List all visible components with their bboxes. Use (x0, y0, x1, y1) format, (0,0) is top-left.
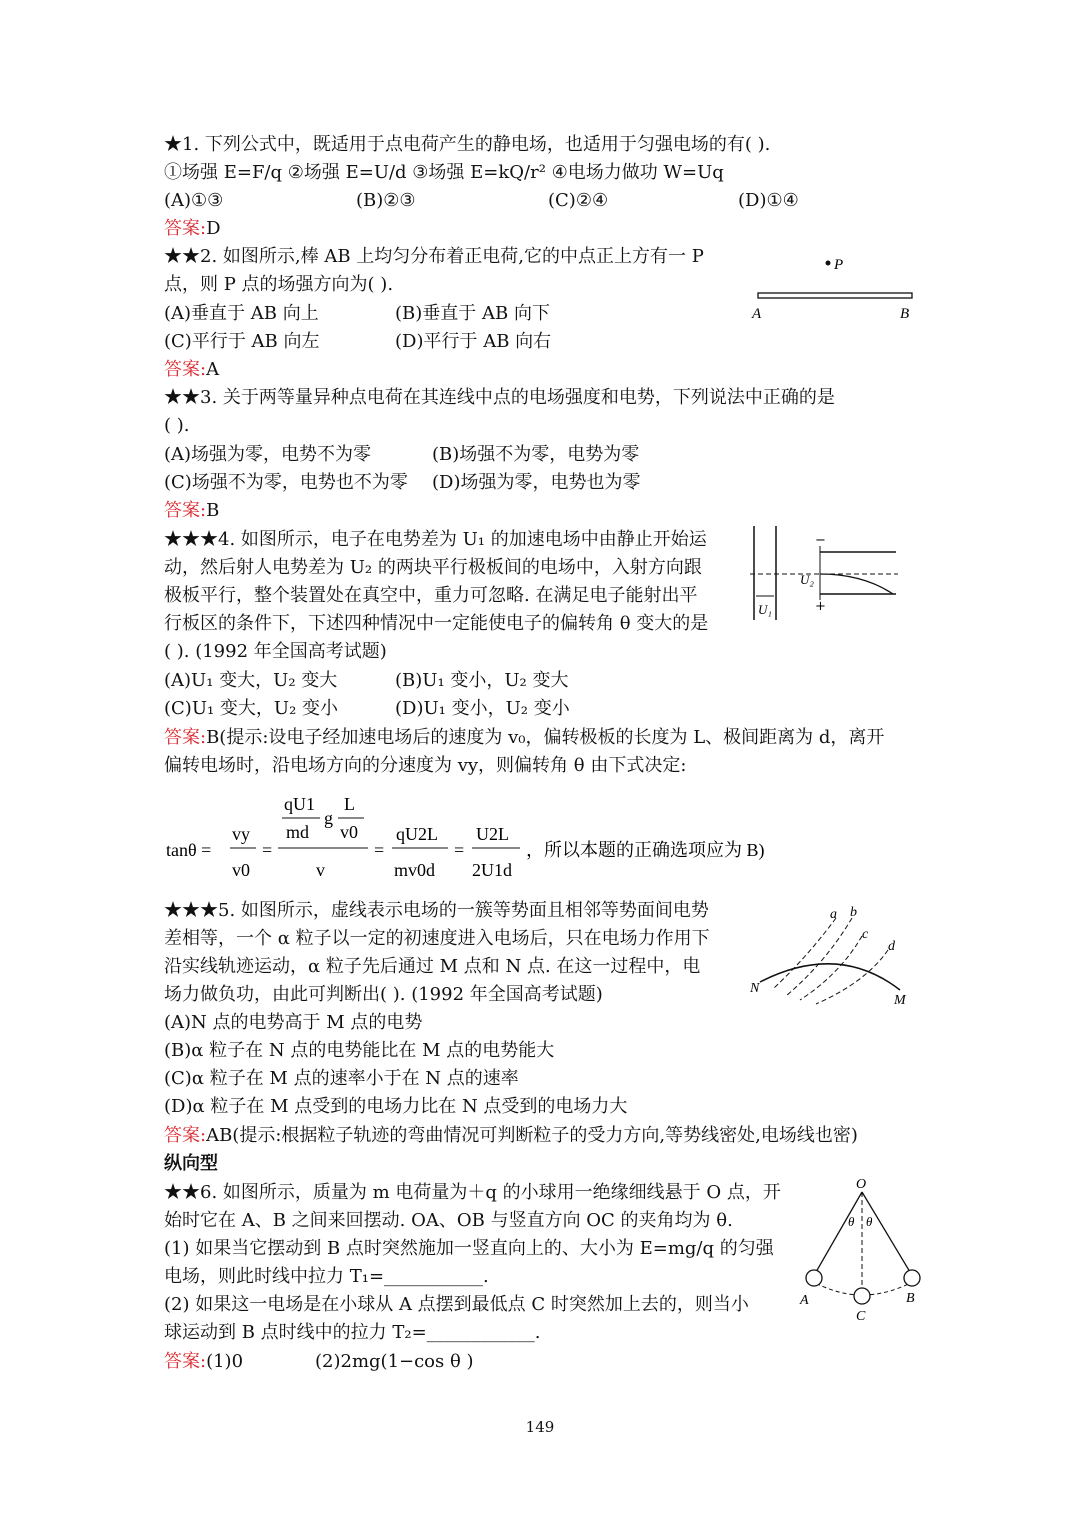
q2-answer (164, 358, 219, 382)
q2-stem-line2: 点，则 P 点的场强方向为( ). (164, 274, 394, 295)
answer-label: 答案: (164, 359, 207, 380)
q4-option-c: (C)U₁ 变大，U₂ 变小 (164, 698, 339, 719)
rod-ab-figure (748, 248, 918, 328)
electron-trajectory (820, 574, 893, 594)
q4-stem-line4: 行板区的条件下，下述四种情况中一定能使电子的偏转角 θ 变大的是 (164, 613, 709, 634)
eq-2: = (374, 840, 385, 860)
q3-option-d: (D)场强为零，电势也为零 (432, 472, 641, 493)
answer-label: 答案: (164, 218, 207, 239)
label-p: P (834, 257, 844, 273)
label-a: A (752, 306, 762, 322)
q3-option-c: (C)场强不为零，电势也不为零 (164, 472, 408, 493)
q1-stem: ★1. 下列公式中，既适用于点电荷产生的静电场，也适用于匀强电场的有( ). (164, 134, 771, 155)
q6-stem-line5: (2) 如果这一电场是在小球从 A 点摆到最低点 C 时突然加上去的，则当小 (164, 1294, 749, 1315)
label-b: B (906, 1291, 915, 1306)
q4-stem-line2: 动，然后射人电势差为 U₂ 的两块平行极板间的电场中，入射方向跟 (164, 557, 702, 578)
q3-answer (164, 499, 219, 523)
answer-value: B(提示:设电子经加速电场后的速度为 v₀，偏转极板的长度为 L、极间距离为 d，离开 (206, 727, 885, 748)
q5-stem-line3: 沿实线轨迹运动，α 粒子先后通过 M 点和 N 点. 在这一过程中，电 (164, 956, 701, 977)
q4-option-a: (A)U₁ 变大，U₂ 变大 (164, 670, 338, 691)
formula-tail: ，所以本题的正确选项应为 B) (526, 840, 765, 860)
label-n: N (750, 981, 760, 996)
q6-stem-line2: 始时它在 A、B 之间来回摆动. OA、OB 与竖直方向 OC 的夹角均为 θ. (164, 1210, 733, 1231)
string-oa (816, 1192, 862, 1272)
frac4-den: 2U1d (472, 860, 512, 880)
q5-option-a: (A)N 点的电势高于 M 点的电势 (164, 1012, 423, 1033)
ball-a (806, 1270, 822, 1286)
label-a: a (830, 907, 837, 922)
rod-ab (758, 293, 912, 298)
frac2-inner-b-den: v0 (340, 822, 358, 842)
frac2-inner-b-num: L (344, 794, 355, 814)
ball-b (904, 1270, 920, 1286)
page-number: 149 (525, 1418, 555, 1436)
electron-deflection-figure (748, 522, 903, 622)
q2-option-c: (C)平行于 AB 向左 (164, 331, 320, 352)
q4-stem-line1: ★★★4. 如图所示，电子在电势差为 U₁ 的加速电场中由静止开始运 (164, 529, 707, 550)
label-u2: U₂ (800, 572, 814, 587)
q1-option-c: (C)②④ (548, 190, 609, 211)
q6-stem-line4: 电场，则此时线中拉力 T₁=___________. (164, 1266, 489, 1287)
q5-stem-line2: 差相等，一个 α 粒子以一定的初速度进入电场后，只在电场力作用下 (164, 928, 710, 949)
label-u1: U₁ (758, 602, 772, 617)
q4-stem-line3: 极板平行，整个装置处在真空中，重力可忽略. 在满足电子能射出平 (164, 585, 698, 606)
q1-option-a: (A)①③ (164, 190, 224, 211)
q6-stem-line6: 球运动到 B 点时线中的拉力 T₂=____________. (164, 1322, 541, 1343)
answer-part-1: (1)0 (206, 1351, 244, 1372)
q6-stem-line3: (1) 如果当它摆动到 B 点时突然施加一竖直向上的、大小为 E=mg/q 的匀强 (164, 1238, 774, 1259)
q1-option-b: (B)②③ (356, 190, 416, 211)
minus-sign: − (815, 533, 826, 548)
label-c: c (862, 927, 869, 942)
q6-answer-part-2: (2)2mg(1−cos θ ) (315, 1351, 474, 1372)
point-p-dot (826, 261, 831, 266)
q5-stem-line1: ★★★5. 如图所示，虚线表示电场的一簇等势面且相邻等势面间电势 (164, 900, 709, 921)
frac3-den: mv0d (394, 860, 436, 880)
label-c: C (856, 1309, 866, 1324)
q1-option-d: (D)①④ (738, 190, 799, 211)
q4-stem-line5: ( ). (1992 年全国高考试题) (164, 641, 387, 662)
q5-option-d: (D)α 粒子在 M 点受到的电场力比在 N 点受到的电场力大 (164, 1096, 628, 1117)
q1-formulas: ①场强 E=F/q ②场强 E=U/d ③场强 E=kQ/r² ④电场力做功 W=Uq (164, 162, 724, 183)
q5-answer (164, 1124, 858, 1148)
q3-option-a: (A)场强为零，电势不为零 (164, 444, 372, 465)
answer-value: B (206, 500, 220, 521)
label-theta-right: θ (866, 1214, 873, 1229)
q2-stem-line1: ★★2. 如图所示,棒 AB 上均匀分布着正电荷,它的中点正上方有一 P (164, 246, 704, 267)
pendulum-figure (796, 1172, 926, 1324)
label-a: A (800, 1293, 809, 1308)
answer-label: 答案: (164, 727, 207, 748)
label-b: b (850, 905, 857, 920)
deflection-formula (164, 792, 924, 892)
frac1-num: vy (232, 824, 250, 844)
plus-sign: + (815, 599, 826, 614)
eq-1: = (262, 840, 273, 860)
frac2-inner-a-num: qU1 (284, 794, 315, 814)
q2-option-b: (B)垂直于 AB 向下 (395, 303, 550, 324)
formula-lhs: tanθ = (166, 840, 212, 860)
equipotential-figure (748, 904, 918, 1009)
answer-label: 答案: (164, 1351, 207, 1372)
frac2-den: v (316, 860, 325, 880)
equipotential-a (774, 918, 836, 988)
equipotential-d (816, 950, 888, 1004)
answer-label: 答案: (164, 500, 207, 521)
q4-option-d: (D)U₁ 变小，U₂ 变小 (395, 698, 570, 719)
q5-option-c: (C)α 粒子在 M 点的速率小于在 N 点的速率 (164, 1068, 519, 1089)
q3-option-b: (B)场强不为零，电势为零 (432, 444, 640, 465)
q4-option-b: (B)U₁ 变小，U₂ 变大 (395, 670, 569, 691)
q4-answer-line1 (164, 726, 884, 750)
q3-stem-line1: ★★3. 关于两等量异种点电荷在其连线中点的电场强度和电势，下列说法中正确的是 (164, 387, 835, 408)
q1-answer (164, 217, 221, 241)
frac4-num: U2L (476, 824, 509, 844)
ball-c (854, 1288, 870, 1304)
q3-stem-line2: ( ). (164, 415, 190, 436)
q2-option-d: (D)平行于 AB 向右 (395, 331, 552, 352)
q6-stem-line1: ★★6. 如图所示，质量为 m 电荷量为＋q 的小球用一绝缘细线悬于 O 点，开 (164, 1182, 781, 1203)
label-b: B (900, 306, 910, 322)
answer-value: AB(提示:根据粒子轨迹的弯曲情况可判断粒子的受力方向,等势线密处,电场线也密) (206, 1125, 858, 1146)
label-theta-left: θ (848, 1214, 855, 1229)
equipotential-c (800, 936, 862, 1000)
frac3-num: qU2L (396, 824, 438, 844)
answer-value: A (206, 359, 220, 380)
label-m: M (894, 993, 906, 1008)
eq-3: = (454, 840, 465, 860)
frac1-den: v0 (232, 860, 250, 880)
q4-answer-line2: 偏转电场时，沿电场方向的分速度为 vy，则偏转角 θ 由下式决定: (164, 755, 687, 776)
section-title: 纵向型 (164, 1153, 218, 1174)
answer-value: D (206, 218, 221, 239)
label-d: d (888, 939, 895, 954)
frac2-g: g (324, 808, 333, 828)
equipotential-b (786, 918, 852, 996)
label-o: O (856, 1177, 867, 1192)
frac2-inner-a-den: md (286, 822, 310, 842)
q5-stem-line4: 场力做负功，由此可判断出( ). (1992 年全国高考试题) (164, 984, 603, 1005)
q2-option-a: (A)垂直于 AB 向上 (164, 303, 319, 324)
answer-label: 答案: (164, 1125, 207, 1146)
q6-answer (164, 1350, 243, 1374)
q5-option-b: (B)α 粒子在 N 点的电势能比在 M 点的电势能大 (164, 1040, 555, 1061)
string-ob (862, 1192, 910, 1272)
